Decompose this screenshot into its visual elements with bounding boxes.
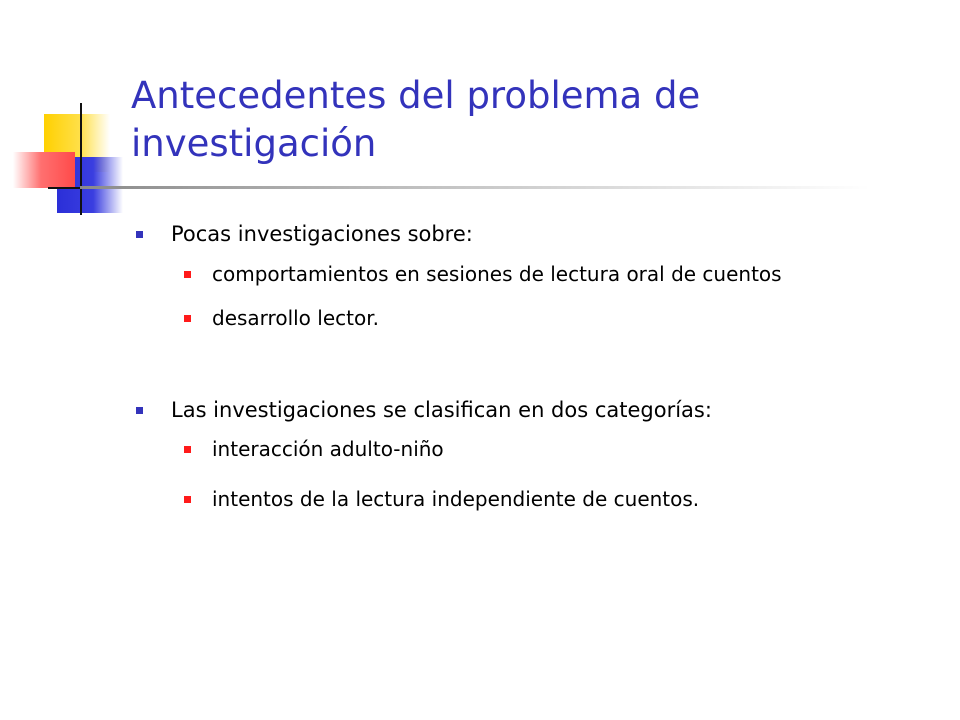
sub-bullet-item <box>184 487 699 511</box>
sub-bullet-item <box>184 437 444 461</box>
slide-title: Antecedentes del problema de investigación <box>131 74 701 165</box>
sub-bullet-text: desarrollo lector. <box>212 306 379 330</box>
red-square-bullet-icon <box>184 271 191 278</box>
blue-square-bullet-icon <box>136 231 143 238</box>
red-square-bullet-icon <box>184 446 191 453</box>
sub-bullet-text: intentos de la lectura independiente de cuentos. <box>212 487 700 511</box>
sub-bullet-text: interacción adulto-niño <box>212 437 444 461</box>
red-square-bullet-icon <box>184 496 191 503</box>
sub-bullet-text: comportamientos en sesiones de lectura oral de cuentos <box>212 262 782 286</box>
bullet-text: Pocas investigaciones sobre: <box>171 222 473 246</box>
sub-bullet-item <box>184 262 782 286</box>
sub-bullet-item <box>184 306 379 330</box>
blue-square-bullet-icon <box>136 407 143 414</box>
red-square-bullet-icon <box>184 315 191 322</box>
bullet-item <box>136 222 473 246</box>
bullet-text: Las investigaciones se clasifican en dos categorías: <box>171 398 712 422</box>
bullet-item <box>136 398 712 422</box>
